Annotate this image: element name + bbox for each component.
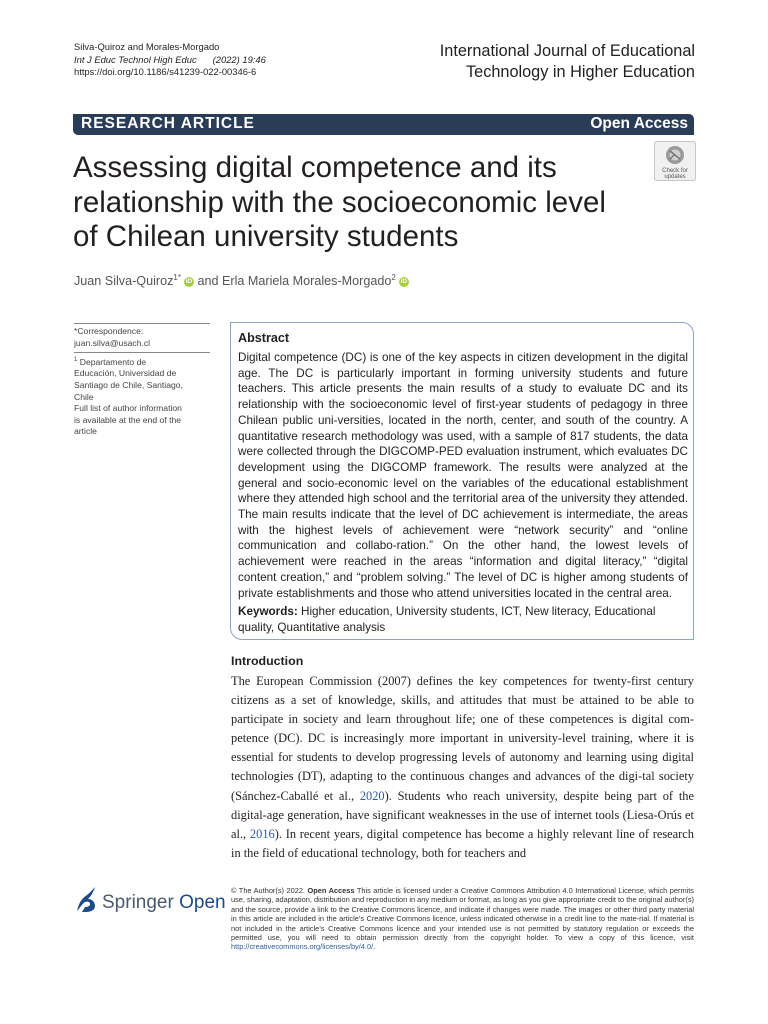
keywords — [238, 604, 688, 635]
orcid-icon[interactable]: iD — [185, 277, 193, 285]
introduction-paragraph: The European Commission (2007) defines the key competences for twenty-first century citizens as a set of knowledge, skills, and attitudes that must be attained to be able to participate in society and learn throughout life; one of these competences is digital com-petence (DC). DC is increasingly more important in university-level training, where it is essential for students to develop progressing levels of autonomy and learning using digital technologies (DT), adapting to the continuous changes and advances of the digi-tal society (Sánchez-Caballé et al., 2020). Students who reach university, despite being part of the digital-age generation, have significant weaknesses in the use of internet tools (Liesa-Orús et al., 2016). In recent years, digital competence has become a highly relevant line of research in the field of educational technology, both for teachers and — [231, 674, 694, 860]
affiliation-block: $^1$ Departamento de Educación, Universidad de Santiago de Chile, Santiago, Chile Full list of author information is available at the end of the article — [74, 356, 183, 437]
springer-horse-icon — [73, 885, 99, 915]
abstract-text: Digital competence (DC) is one of the key aspects in citizen development in the digital age. The DC is particularly important in forming university students and future teachers. This article presents the main results of a study to evaluate DC and its relationship with the socioeconomic level of first-year students of pedagogy in three Chilean public uni-versities, located in the north, center, and south of the country. A quantitative research methodology was used, with a sample of 817 students, the data were collected through the DIGCOMP-PED evaluation instrument, which evaluates DC development using the DIGCOMP framework. The results were analyzed at the general and socio-economic level on the variables of the educational establishment where they attended high school and the territorial area of the university they attended. The main results indicate that the level of DC achievement is intermediate, the areas with the highest levels of achievement were “network security” and “online communication and collabo-ration.” On the other hand, the lowest levels of achievement were reached in the areas “information and digital literacy,” “digital content creation,” and “problem solving.” The level of DC is higher among students of private establishments and those who attend universities located in the central area. — [238, 351, 688, 600]
sidebar-divider — [74, 352, 210, 353]
sidebar-divider — [74, 323, 210, 324]
doi-link[interactable]: https://doi.org/10.1186/s41239-022-00346-6 — [74, 66, 257, 77]
citation-link[interactable]: 2016 — [249, 826, 275, 841]
journal-name: International Journal of Educational Technology in Higher Education — [439, 42, 695, 81]
check-for-updates-icon[interactable] — [654, 141, 696, 181]
running-authors: Silva‑Quiroz and Morales‑Morgado — [74, 41, 220, 52]
author-1[interactable]: Juan Silva‑Quiroz — [74, 274, 174, 289]
crossmark-label-2: updates — [664, 174, 686, 180]
keywords-label: Keywords: — [238, 605, 298, 618]
correspondence-email[interactable]: juan.silva@usach.cl — [74, 337, 151, 348]
keywords-list: Higher education, University students, ICT, New literacy, Educational quality, Quantitative analysis — [238, 605, 656, 634]
citation-link[interactable]: 2020 — [359, 788, 385, 803]
publisher-name: Springer Open — [102, 892, 226, 913]
article-title: Assessing digital competence and its relationship with the socioeconomic level of Chilean university students — [73, 151, 606, 253]
springer-open-logo — [73, 885, 99, 921]
license-link[interactable]: http://creativecommons.org/licenses/by/4.0/ — [231, 942, 374, 952]
crossmark-label-1: Check for — [662, 168, 688, 174]
article-meta — [74, 41, 266, 79]
orcid-icon[interactable]: iD — [400, 277, 408, 285]
license-text: © The Author(s) 2022. Open Access This article is licensed under a Creative Commons Attribution 4.0 International License, which permits use, sharing, adaptation, distribution and reproduction in any medium or format, as long as you give appropriate credit to the original author(s) and the source, provide a link to the Creative Commons licence, and indicate if changes were made. The images or other third party material in this article are included in the article’s Creative Commons licence, unless indicated otherwise in a credit line to the mate-rial. If material is not included in the article’s Creative Commons licence and your intended use is not permitted by statutory regulation or exceeds the permitted use, you will need to obtain permission directly from the copyright holder. To view a copy of this licence, visit http://creativecommons.org/licenses/by/4.0/. — [231, 886, 694, 952]
open-access-label: Open Access — [590, 115, 688, 132]
journal-abbrev: Int J Educ Technol High Educ — [74, 53, 197, 65]
article-type: RESEARCH ARTICLE — [81, 115, 255, 132]
author-list: Juan Silva‑Quiroz$^{1*}$ iD and Erla Mariela Morales‑Morgado$^2$ iD — [74, 273, 408, 289]
abstract-heading: Abstract — [238, 331, 290, 345]
year-volume: (2022) 19:46 — [212, 53, 266, 65]
author-2[interactable]: and Erla Mariela Morales‑Morgado — [197, 274, 392, 289]
article-type-banner — [73, 114, 694, 135]
correspondence-block: *Correspondence: juan.silva@usach.cl — [74, 326, 210, 349]
section-heading: Introduction — [231, 654, 304, 668]
